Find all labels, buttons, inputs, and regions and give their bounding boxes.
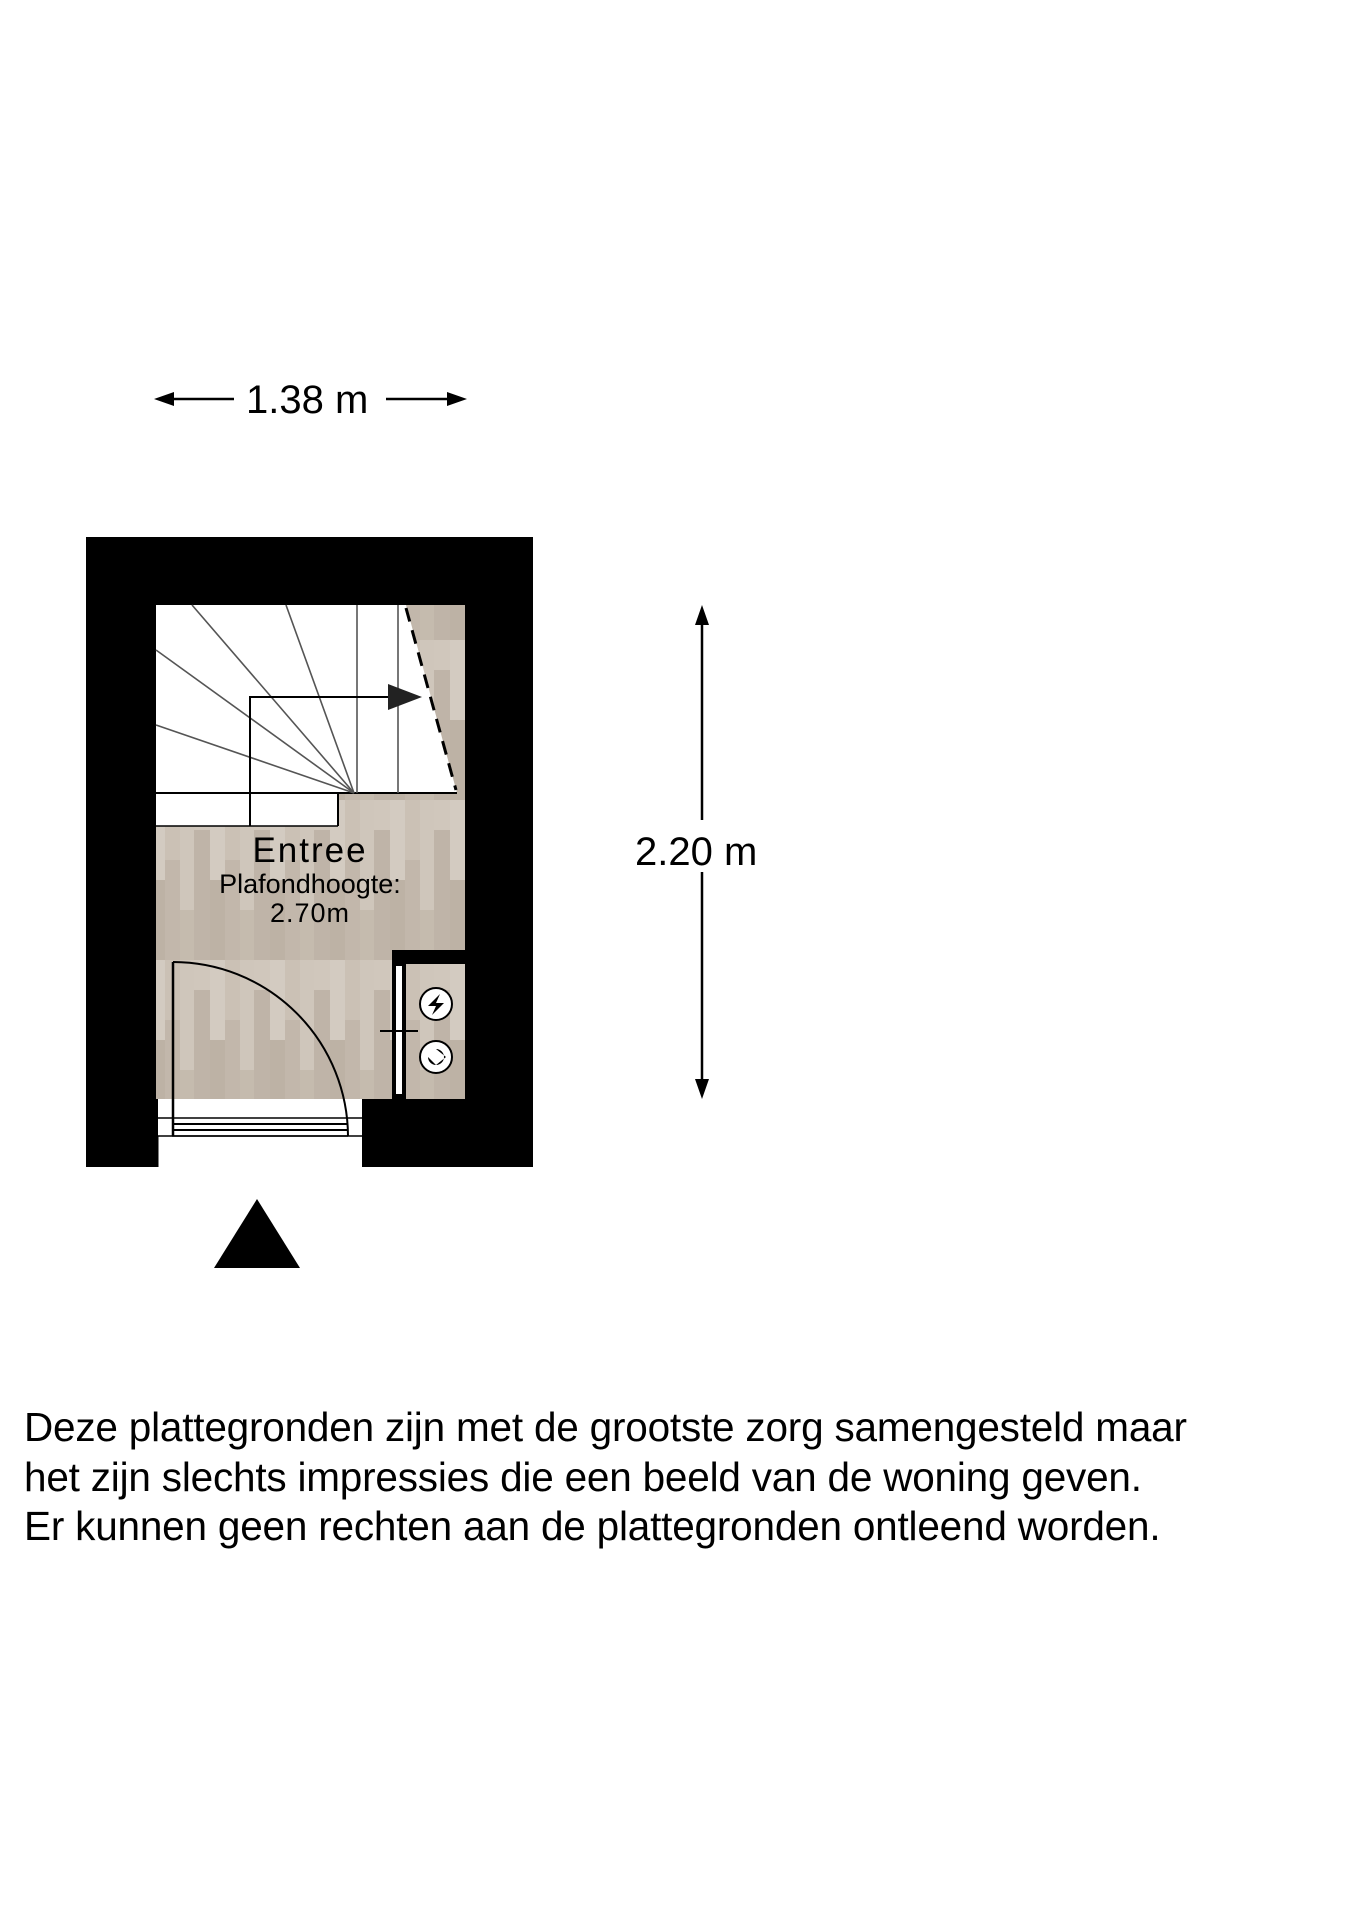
- electricity-meter-icon: [420, 988, 452, 1020]
- ceiling-height-value: 2.70m: [269, 897, 351, 928]
- disclaimer-line: Er kunnen geen rechten aan de plattegronden ontleend worden.: [24, 1503, 1161, 1549]
- entrance-marker-icon: [214, 1199, 300, 1268]
- room-label-entree: [170, 832, 450, 928]
- disclaimer-text: [24, 1403, 1187, 1552]
- width-dimension-label: 1.38 m: [246, 378, 369, 422]
- room-name: Entree: [252, 831, 368, 870]
- ceiling-height-label: Plafondhoogte:: [219, 868, 401, 899]
- water-meter-icon: [420, 1041, 452, 1073]
- height-dimension-label: 2.20 m: [635, 830, 758, 874]
- disclaimer-line: Deze plattegronden zijn met de grootste zorg samengesteld maar: [24, 1404, 1187, 1450]
- disclaimer-line: het zijn slechts impressies die een beeld van de woning geven.: [24, 1453, 1142, 1500]
- staircase: [156, 605, 457, 826]
